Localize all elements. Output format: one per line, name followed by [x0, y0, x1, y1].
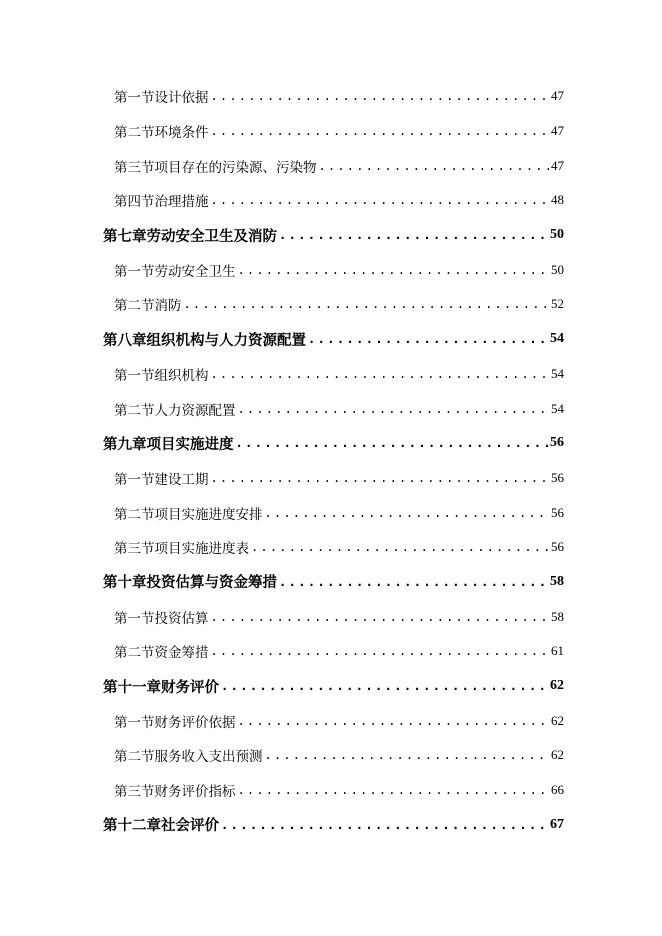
toc-entry-section[interactable]	[0, 114, 662, 149]
toc-entry-number: 第四节	[114, 194, 155, 211]
toc-entry-page: 56	[550, 435, 564, 451]
toc-entry-section[interactable]	[0, 357, 662, 392]
toc-entry-page: 67	[550, 816, 564, 832]
toc-entry-number: 第二节	[114, 402, 155, 419]
dot-leader	[211, 367, 550, 381]
toc-entry-number: 第二节	[114, 298, 155, 315]
toc-entry-title: 人力资源配置	[154, 402, 236, 419]
toc-entry-section[interactable]	[0, 599, 662, 634]
toc-entry-title: 组织机构与人力资源配置	[146, 331, 306, 349]
dot-leader	[238, 402, 550, 416]
dot-leader	[211, 193, 550, 207]
table-of-contents	[0, 79, 662, 842]
toc-entry-page: 58	[550, 573, 564, 589]
toc-entry-page: 54	[551, 400, 564, 416]
toc-entry-number: 第十章	[103, 574, 147, 592]
toc-entry-number: 第一节	[114, 367, 155, 384]
toc-entry-chapter[interactable]	[0, 218, 662, 253]
toc-entry-section[interactable]	[0, 287, 662, 322]
toc-entry-number: 第三节	[114, 541, 155, 558]
dot-leader	[238, 263, 550, 277]
dot-leader	[319, 159, 550, 173]
toc-entry-page: 56	[551, 504, 564, 520]
toc-entry-page: 62	[550, 678, 564, 694]
toc-entry-page: 52	[551, 296, 564, 312]
toc-entry-page: 48	[551, 192, 564, 208]
toc-entry-page: 62	[551, 747, 564, 763]
toc-entry-number: 第一节	[114, 714, 155, 731]
dot-leader	[221, 679, 548, 693]
toc-entry-title: 社会评价	[161, 817, 219, 835]
toc-entry-page: 54	[551, 365, 564, 381]
dot-leader	[238, 714, 550, 728]
dot-leader	[279, 228, 548, 242]
toc-entry-title: 组织机构	[154, 367, 209, 384]
toc-entry-title: 劳动安全卫生及消防	[146, 227, 277, 245]
toc-entry-section[interactable]	[0, 703, 662, 738]
toc-entry-title: 服务收入支出预测	[154, 749, 263, 766]
dot-leader	[308, 332, 548, 346]
dot-leader	[211, 644, 550, 658]
dot-leader	[184, 297, 550, 311]
toc-entry-number: 第二节	[114, 506, 155, 523]
toc-entry-number: 第九章	[103, 435, 147, 453]
toc-entry-section[interactable]	[0, 773, 662, 808]
dot-leader	[221, 818, 548, 832]
toc-entry-number: 第二节	[114, 645, 155, 662]
toc-entry-section[interactable]	[0, 530, 662, 565]
dot-leader	[211, 89, 550, 103]
toc-entry-page: 50	[550, 227, 564, 243]
dot-leader	[265, 506, 550, 520]
dot-leader	[251, 540, 549, 554]
toc-entry-chapter[interactable]	[0, 322, 662, 357]
toc-entry-title: 治理措施	[154, 194, 209, 211]
toc-entry-number: 第十二章	[103, 817, 161, 835]
toc-entry-title: 项目实施进度安排	[154, 506, 263, 523]
toc-entry-number: 第三节	[114, 784, 155, 801]
toc-entry-title: 项目存在的污染源、污染物	[154, 159, 317, 176]
toc-entry-number: 第一节	[114, 90, 155, 107]
toc-entry-chapter[interactable]	[0, 426, 662, 461]
dot-leader	[211, 610, 550, 624]
toc-entry-page: 54	[550, 331, 564, 347]
toc-entry-number: 第十一章	[103, 678, 161, 696]
toc-entry-section[interactable]	[0, 634, 662, 669]
toc-entry-title: 劳动安全卫生	[154, 263, 236, 280]
toc-entry-title: 消防	[154, 298, 182, 315]
toc-entry-page: 47	[551, 123, 564, 139]
dot-leader	[236, 436, 549, 450]
toc-entry-page: 66	[551, 782, 564, 798]
toc-entry-section[interactable]	[0, 738, 662, 773]
toc-entry-section[interactable]	[0, 183, 662, 218]
toc-entry-page: 47	[551, 157, 564, 173]
dot-leader	[238, 783, 550, 797]
toc-entry-title: 建设工期	[154, 471, 209, 488]
toc-entry-number: 第八章	[103, 331, 147, 349]
toc-entry-title: 项目实施进度	[146, 435, 234, 453]
toc-entry-section[interactable]	[0, 148, 662, 183]
toc-entry-number: 第三节	[114, 159, 155, 176]
toc-entry-number: 第二节	[114, 749, 155, 766]
toc-entry-title: 设计依据	[154, 90, 209, 107]
toc-entry-title: 财务评价	[161, 678, 219, 696]
toc-entry-page: 56	[551, 469, 564, 485]
toc-entry-number: 第二节	[114, 125, 155, 142]
toc-entry-number: 第一节	[114, 263, 155, 280]
toc-entry-title: 项目实施进度表	[154, 541, 249, 558]
toc-entry-title: 投资估算	[154, 610, 209, 627]
dot-leader	[211, 471, 550, 485]
toc-entry-page: 50	[551, 261, 564, 277]
dot-leader	[211, 124, 550, 138]
toc-entry-chapter[interactable]	[0, 565, 662, 600]
toc-entry-chapter[interactable]	[0, 669, 662, 704]
toc-entry-page: 47	[551, 88, 564, 104]
toc-entry-page: 61	[551, 643, 564, 659]
toc-entry-page: 58	[551, 608, 564, 624]
toc-entry-title: 财务评价指标	[154, 784, 236, 801]
toc-entry-title: 资金筹措	[154, 645, 209, 662]
toc-entry-title: 投资估算与资金筹措	[146, 574, 277, 592]
toc-entry-page: 56	[551, 539, 564, 555]
toc-entry-section[interactable]	[0, 461, 662, 496]
toc-entry-title: 环境条件	[154, 125, 209, 142]
toc-entry-section[interactable]	[0, 79, 662, 114]
toc-entry-page: 62	[551, 712, 564, 728]
dot-leader	[279, 575, 548, 589]
toc-entry-number: 第一节	[114, 610, 155, 627]
dot-leader	[265, 748, 550, 762]
toc-entry-section[interactable]	[0, 252, 662, 287]
toc-entry-section[interactable]	[0, 495, 662, 530]
toc-entry-title: 财务评价依据	[154, 714, 236, 731]
toc-entry-number: 第七章	[103, 227, 147, 245]
toc-entry-number: 第一节	[114, 471, 155, 488]
toc-entry-section[interactable]	[0, 391, 662, 426]
toc-entry-chapter[interactable]	[0, 807, 662, 842]
